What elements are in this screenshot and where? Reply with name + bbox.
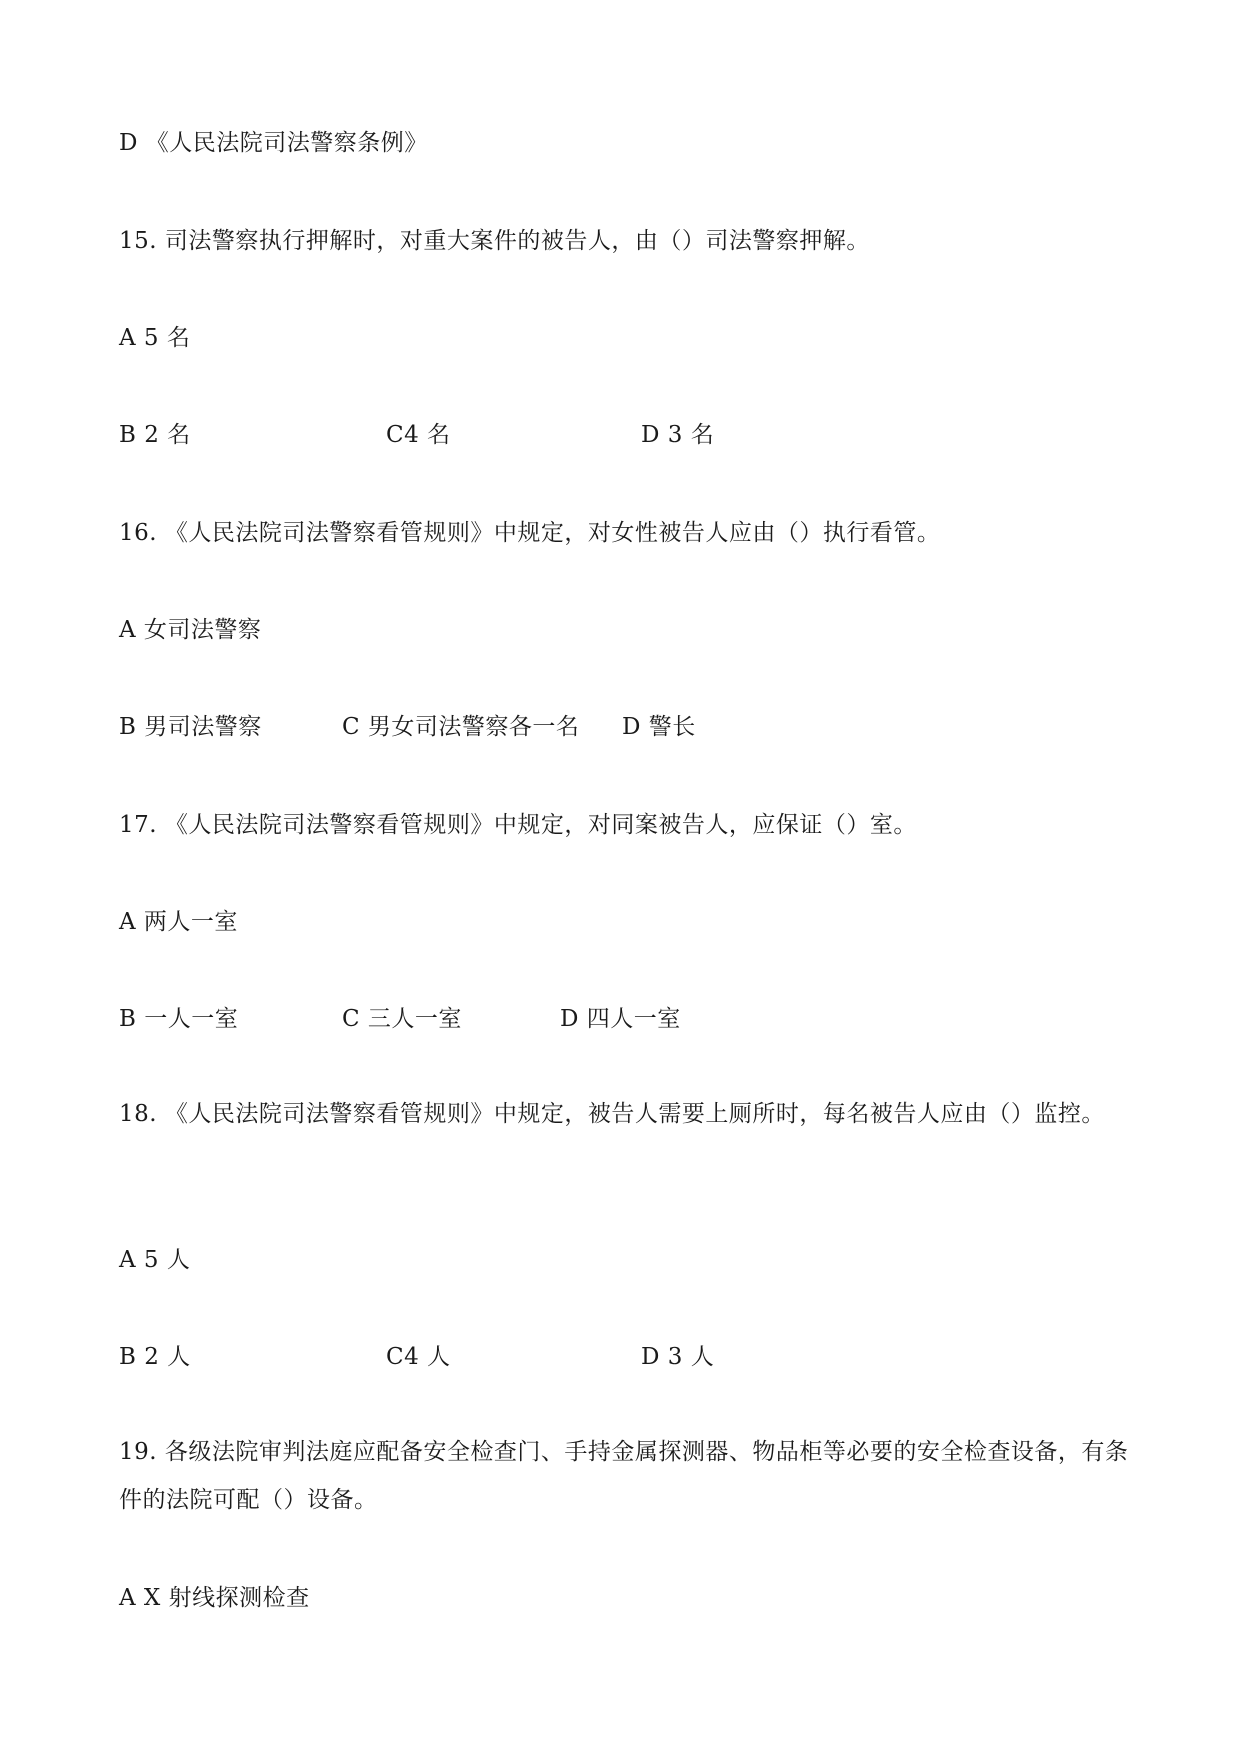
question-17: 17. 《人民法院司法警察看管规则》中规定，对同案被告人，应保证（）室。 xyxy=(119,812,917,838)
q18-option-c: C4 人 xyxy=(386,1344,451,1370)
q17-option-a: A 两人一室 xyxy=(119,909,238,935)
q15-options-row xyxy=(119,418,1119,452)
q16-option-c: C 男女司法警察各一名 xyxy=(342,714,580,740)
q15-option-b: B 2 名 xyxy=(119,422,191,448)
q15-option-d: D 3 名 xyxy=(641,422,715,448)
q18-option-a: A 5 人 xyxy=(119,1247,191,1273)
question-15: 15. 司法警察执行押解时，对重大案件的被告人，由（）司法警察押解。 xyxy=(119,228,870,254)
q14-option-d: D 《人民法院司法警察条例》 xyxy=(119,130,428,156)
q18-options-row xyxy=(119,1340,1119,1374)
question-18: 18. 《人民法院司法警察看管规则》中规定，被告人需要上厕所时，每名被告人应由（）监控。 xyxy=(119,1101,1105,1127)
q17-option-c: C 三人一室 xyxy=(342,1006,462,1032)
q16-option-a: A 女司法警察 xyxy=(119,617,262,643)
q19-option-a: A X 射线探测检查 xyxy=(119,1585,310,1611)
q17-option-b: B 一人一室 xyxy=(119,1006,239,1032)
question-16: 16. 《人民法院司法警察看管规则》中规定，对女性被告人应由（）执行看管。 xyxy=(119,520,941,546)
q18-option-b: B 2 人 xyxy=(119,1344,191,1370)
q17-option-d: D 四人一室 xyxy=(560,1006,681,1032)
q15-option-a: A 5 名 xyxy=(119,325,191,351)
q16-option-b: B 男司法警察 xyxy=(119,714,262,740)
q15-option-c: C4 名 xyxy=(386,422,451,448)
q18-option-d: D 3 人 xyxy=(641,1344,715,1370)
q16-option-d: D 警长 xyxy=(622,714,696,740)
question-19: 19. 各级法院审判法庭应配备安全检查门、手持金属探测器、物品柜等必要的安全检查设备，有条件的法院可配（）设备。 xyxy=(119,1439,1129,1513)
q17-options-row xyxy=(119,1002,1119,1036)
q16-options-row xyxy=(119,710,1119,744)
